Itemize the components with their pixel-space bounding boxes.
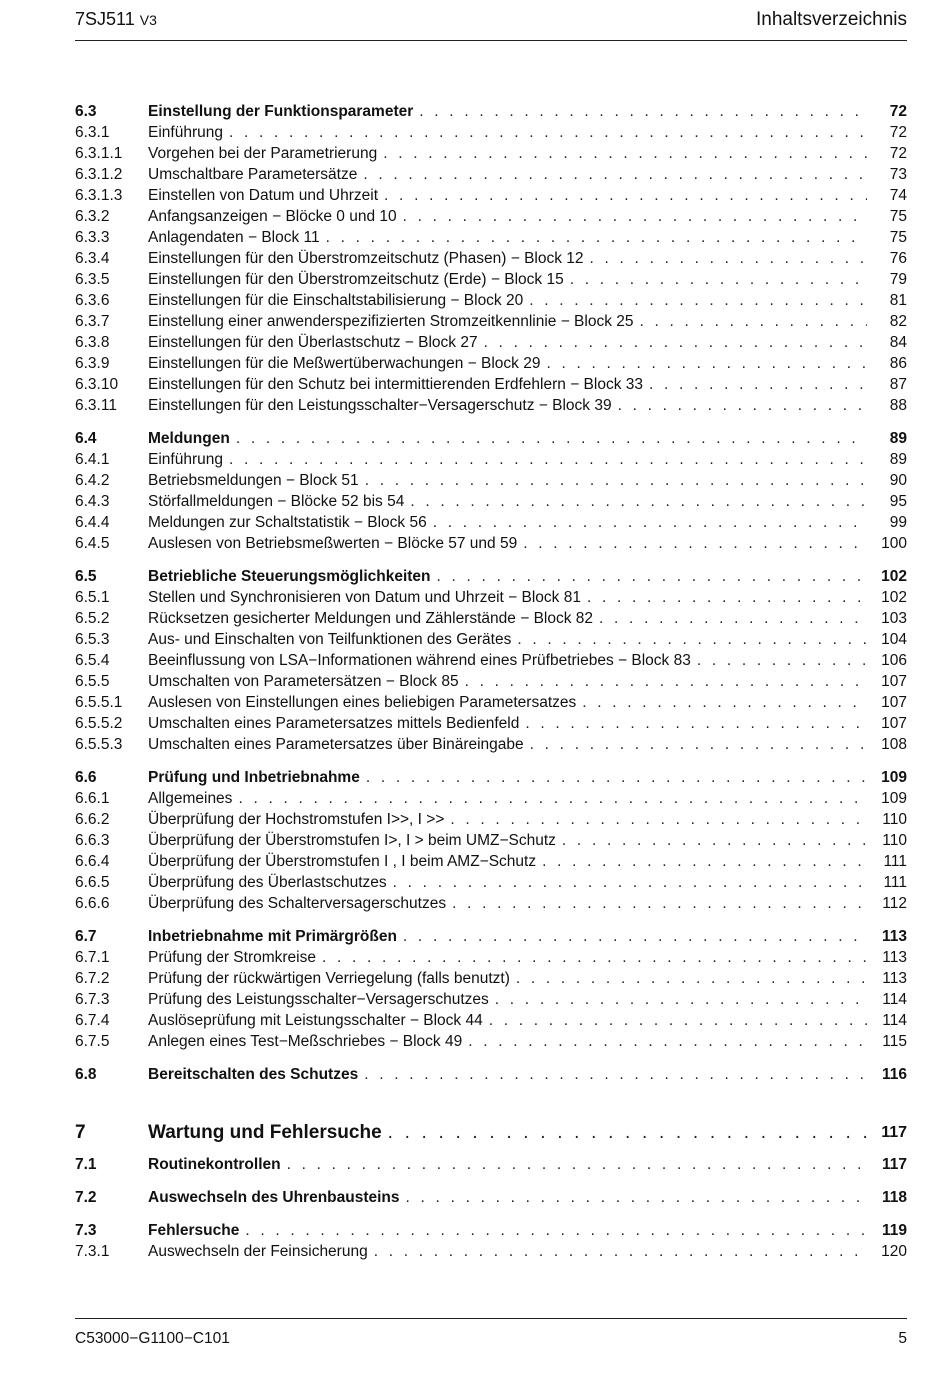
dot-leader	[697, 650, 867, 671]
dot-leader	[366, 767, 867, 788]
toc-entry-title: Auslesen von Betriebsmeßwerten − Blöcke 57 und 59	[148, 535, 518, 552]
toc-entry	[75, 311, 907, 332]
toc-entry-number: 6.5.5.3	[75, 736, 123, 753]
toc-entry	[75, 206, 907, 227]
toc-entry	[75, 248, 907, 269]
toc-entry	[75, 185, 907, 206]
toc-entry-page: 73	[889, 166, 907, 183]
toc-entry-title: Einführung	[148, 451, 223, 468]
toc-entry	[75, 872, 907, 893]
toc-entry-number: 6.6.3	[75, 832, 110, 849]
toc-entry-title: Prüfung des Leistungsschalter−Versagerschutzes	[148, 991, 489, 1008]
toc-entry-title: Einstellungen für den Überlastschutz − Block 27	[148, 334, 478, 351]
toc-entry-number: 6.3.8	[75, 334, 110, 351]
toc-entry-page: 106	[881, 652, 907, 669]
toc-entry-number: 6.3.10	[75, 376, 119, 393]
toc-entry	[75, 353, 907, 374]
toc-entry-number: 6.3.1.2	[75, 166, 123, 183]
toc-entry-page: 95	[889, 493, 907, 510]
toc-entry-page: 113	[882, 949, 907, 966]
dot-leader	[590, 248, 867, 269]
toc-entry-number: 6.5.1	[75, 589, 110, 606]
dot-leader	[364, 1064, 867, 1085]
toc-entry-number: 7.3.1	[75, 1243, 110, 1260]
toc-entry-page: 81	[889, 292, 907, 309]
toc-entry-title: Meldungen	[148, 430, 230, 447]
toc-entry-page: 114	[882, 1012, 907, 1029]
toc-entry-page: 115	[882, 1033, 907, 1050]
toc-entry-number: 6.4.2	[75, 472, 110, 489]
toc-entry	[75, 1241, 907, 1262]
toc-entry-title: Betriebsmeldungen − Block 51	[148, 472, 359, 489]
section-title: Inhaltsverzeichnis	[755, 9, 907, 30]
toc-entry	[75, 512, 907, 533]
toc-entry-title: Meldungen zur Schaltstatistik − Block 56	[148, 514, 427, 531]
dot-leader	[238, 788, 867, 809]
toc-entry-title: Anfangsanzeigen − Blöcke 0 und 10	[148, 208, 397, 225]
dot-leader	[229, 122, 867, 143]
toc-entry-number: 6.5.5.1	[75, 694, 123, 711]
toc-entry-number: 6.8	[75, 1066, 97, 1083]
dot-leader	[546, 353, 867, 374]
toc-entry-title: Auswechseln der Feinsicherung	[148, 1243, 368, 1260]
dot-leader	[229, 449, 867, 470]
toc-entry-title: Umschalten von Parametersätzen − Block 85	[148, 673, 459, 690]
toc-entry	[75, 428, 907, 449]
toc-entry-number: 6.3.9	[75, 355, 110, 372]
toc-entry-page: 109	[881, 769, 907, 786]
toc-entry-title: Einführung	[148, 124, 223, 141]
dot-leader	[529, 290, 867, 311]
dot-leader	[516, 968, 867, 989]
toc-entry-number: 6.7.5	[75, 1033, 110, 1050]
toc-entry	[75, 734, 907, 755]
dot-leader	[450, 809, 867, 830]
toc-entry	[75, 587, 907, 608]
toc-entry	[75, 101, 907, 122]
toc-entry-number: 7.3	[75, 1222, 97, 1239]
toc-entry-page: 82	[889, 313, 907, 330]
toc-entry-number: 6.6.6	[75, 895, 110, 912]
dot-leader	[406, 1187, 867, 1208]
toc-entry	[75, 989, 907, 1010]
dot-leader	[452, 893, 867, 914]
toc-entry-number: 7.1	[75, 1156, 97, 1173]
toc-entry-title: Überprüfung der Überstromstufen I>, I > beim UMZ−Schutz	[148, 832, 556, 849]
toc-entry	[75, 332, 907, 353]
toc-entry-title: Betriebliche Steuerungsmöglichkeiten	[148, 568, 431, 585]
toc-entry-page: 111	[883, 874, 907, 891]
toc-entry	[75, 968, 907, 989]
toc-entry	[75, 122, 907, 143]
toc-entry	[75, 830, 907, 851]
toc-entry-title: Wartung und Fehlersuche	[148, 1122, 382, 1143]
toc-entry-title: Überprüfung der Hochstromstufen I>>, I >>	[148, 811, 445, 828]
toc-entry-page: 110	[882, 811, 907, 828]
toc-entry-title: Stellen und Synchronisieren von Datum und Uhrzeit − Block 81	[148, 589, 581, 606]
toc-entry-title: Inbetriebnahme mit Primärgrößen	[148, 928, 397, 945]
dot-leader	[388, 1119, 867, 1146]
toc-entry-title: Einstellungen für die Einschaltstabilisierung − Block 20	[148, 292, 524, 309]
toc-entry-title: Überprüfung des Schalterversagerschutzes	[148, 895, 447, 912]
toc-entry-title: Auswechseln des Uhrenbausteins	[148, 1189, 400, 1206]
toc-entry-number: 6.3.11	[75, 397, 117, 414]
toc-entry	[75, 629, 907, 650]
toc-entry	[75, 851, 907, 872]
dot-leader	[437, 566, 867, 587]
dot-leader	[523, 533, 867, 554]
toc-entry-title: Umschaltbare Parametersätze	[148, 166, 358, 183]
toc-entry	[75, 143, 907, 164]
dot-leader	[517, 629, 867, 650]
dot-leader	[618, 395, 867, 416]
dot-leader	[495, 989, 867, 1010]
toc-entry-page: 117	[881, 1124, 907, 1141]
toc-entry-page: 90	[889, 472, 907, 489]
toc-entry-title: Auslesen von Einstellungen eines beliebigen Parametersatzes	[148, 694, 577, 711]
dot-leader	[489, 1010, 867, 1031]
toc-entry	[75, 449, 907, 470]
toc-entry-title: Auslöseprüfung mit Leistungsschalter − Block 44	[148, 1012, 483, 1029]
toc-entry-title: Einstellung einer anwenderspezifizierten Stromzeitkennlinie − Block 25	[148, 313, 634, 330]
toc-entry	[75, 1064, 907, 1085]
toc-entry	[75, 269, 907, 290]
page-header	[75, 6, 907, 41]
toc-entry-title: Rücksetzen gesicherter Meldungen und Zählerstände − Block 82	[148, 610, 594, 627]
dot-leader	[365, 470, 867, 491]
toc-entry-title: Einstellungen für die Meßwertüberwachungen − Block 29	[148, 355, 541, 372]
toc-entry-number: 7	[75, 1122, 86, 1143]
dot-leader	[326, 227, 867, 248]
toc-entry-number: 6.4.3	[75, 493, 110, 510]
toc-entry	[75, 671, 907, 692]
toc-entry	[75, 290, 907, 311]
toc-entry-page: 108	[881, 736, 907, 753]
toc-entry	[75, 692, 907, 713]
toc-entry-page: 113	[882, 970, 907, 987]
toc-entry-number: 6.5.2	[75, 610, 110, 627]
toc-entry	[75, 608, 907, 629]
toc-entry-page: 112	[882, 895, 907, 912]
toc-entry	[75, 713, 907, 734]
toc-entry	[75, 1119, 907, 1146]
toc-entry-number: 6.5.3	[75, 631, 110, 648]
toc-entry-number: 6.3.4	[75, 250, 110, 267]
toc-entry-title: Umschalten eines Parametersatzes über Binäreingabe	[148, 736, 524, 753]
toc-entry-page: 117	[881, 1156, 907, 1173]
toc-entry-page: 87	[889, 376, 907, 393]
dot-leader	[363, 164, 867, 185]
toc-entry	[75, 395, 907, 416]
toc-entry-page: 88	[889, 397, 907, 414]
toc-entry	[75, 926, 907, 947]
toc-entry	[75, 470, 907, 491]
dot-leader	[562, 830, 867, 851]
toc-entry-title: Einstellungen für den Leistungsschalter−Versagerschutz − Block 39	[148, 397, 612, 414]
document-id: 7SJ511 V3	[75, 9, 157, 29]
toc-entry-number: 6.6.1	[75, 790, 110, 807]
toc-entry-title: Prüfung und Inbetriebnahme	[148, 769, 360, 786]
toc-entry-page: 103	[881, 610, 907, 627]
toc-entry-page: 107	[881, 673, 907, 690]
toc-entry-page: 89	[889, 451, 907, 468]
toc-entry	[75, 1154, 907, 1175]
toc-entry-number: 6.3.7	[75, 313, 110, 330]
toc-entry-number: 6.3	[75, 103, 97, 120]
toc-entry-page: 102	[881, 589, 907, 606]
dot-leader	[599, 608, 867, 629]
toc-entry	[75, 164, 907, 185]
toc-entry-page: 116	[881, 1066, 907, 1083]
toc-entry-number: 6.3.3	[75, 229, 110, 246]
toc-entry-page: 102	[881, 568, 907, 585]
toc-entry-page: 75	[889, 229, 907, 246]
toc-entry-number: 6.6	[75, 769, 97, 786]
toc-entry	[75, 893, 907, 914]
toc-entry-number: 6.7.1	[75, 949, 110, 966]
page-footer	[75, 1318, 907, 1353]
toc-entry	[75, 767, 907, 788]
toc-entry-number: 6.7.2	[75, 970, 110, 987]
toc-entry-page: 72	[889, 103, 907, 120]
toc-entry-page: 104	[881, 631, 907, 648]
dot-leader	[410, 491, 867, 512]
toc-entry-number: 6.5.5.2	[75, 715, 123, 732]
toc-entry	[75, 788, 907, 809]
toc-entry	[75, 566, 907, 587]
toc-entry-page: 114	[882, 991, 907, 1008]
document-version: V3	[139, 12, 157, 28]
toc-entry-title: Vorgehen bei der Parametrierung	[148, 145, 378, 162]
dot-leader	[465, 671, 867, 692]
toc-entry-page: 79	[889, 271, 907, 288]
toc-entry-page: 107	[881, 694, 907, 711]
toc-entry	[75, 650, 907, 671]
toc-entry-page: 119	[881, 1222, 907, 1239]
toc-entry-number: 6.4	[75, 430, 97, 447]
toc-entry-number: 6.5	[75, 568, 97, 585]
order-number: C53000−G1100−C101	[75, 1330, 230, 1347]
toc-entry-number: 6.7	[75, 928, 97, 945]
toc-entry-title: Einstellen von Datum und Uhrzeit	[148, 187, 379, 204]
toc-entry-number: 6.7.3	[75, 991, 110, 1008]
dot-leader	[383, 143, 867, 164]
dot-leader	[433, 512, 867, 533]
toc-entry-page: 72	[889, 145, 907, 162]
dot-leader	[484, 332, 867, 353]
toc-entry	[75, 227, 907, 248]
toc-entry-title: Aus- und Einschalten von Teilfunktionen des Gerätes	[148, 631, 512, 648]
table-of-contents	[75, 101, 907, 1262]
toc-entry-number: 6.6.4	[75, 853, 110, 870]
toc-entry-number: 6.3.2	[75, 208, 110, 225]
toc-entry-page: 75	[889, 208, 907, 225]
dot-leader	[582, 692, 867, 713]
toc-entry-page: 120	[881, 1243, 907, 1260]
toc-entry-title: Überprüfung der Überstromstufen I , I beim AMZ−Schutz	[148, 853, 537, 870]
toc-entry-page: 110	[882, 832, 907, 849]
dot-leader	[245, 1220, 867, 1241]
toc-entry-title: Anlagendaten − Block 11	[148, 229, 320, 246]
toc-entry-title: Einstellungen für den Überstromzeitschutz (Phasen) − Block 12	[148, 250, 584, 267]
toc-entry-title: Umschalten eines Parametersatzes mittels Bedienfeld	[148, 715, 520, 732]
toc-entry-title: Einstellung der Funktionsparameter	[148, 103, 414, 120]
toc-entry-page: 76	[889, 250, 907, 267]
dot-leader	[374, 1241, 867, 1262]
toc-entry	[75, 491, 907, 512]
toc-entry-page: 99	[889, 514, 907, 531]
toc-entry-title: Prüfung der Stromkreise	[148, 949, 316, 966]
dot-leader	[403, 206, 867, 227]
dot-leader	[322, 947, 867, 968]
dot-leader	[649, 374, 867, 395]
toc-entry-title: Routinekontrollen	[148, 1156, 281, 1173]
toc-entry-number: 7.2	[75, 1189, 97, 1206]
toc-entry	[75, 533, 907, 554]
toc-entry-page: 72	[889, 124, 907, 141]
dot-leader	[403, 926, 867, 947]
toc-entry-title: Prüfung der rückwärtigen Verriegelung (falls benutzt)	[148, 970, 510, 987]
dot-leader	[530, 734, 867, 755]
toc-entry-number: 6.3.5	[75, 271, 110, 288]
toc-entry-title: Anlegen eines Test−Meßschriebes − Block 49	[148, 1033, 463, 1050]
toc-entry	[75, 809, 907, 830]
toc-entry-page: 109	[881, 790, 907, 807]
toc-entry-number: 6.7.4	[75, 1012, 110, 1029]
dot-leader	[587, 587, 867, 608]
toc-entry-page: 89	[889, 430, 907, 447]
toc-entry-page: 107	[881, 715, 907, 732]
toc-entry-title: Störfallmeldungen − Blöcke 52 bis 54	[148, 493, 405, 510]
toc-entry-title: Bereitschalten des Schutzes	[148, 1066, 359, 1083]
toc-entry-number: 6.6.2	[75, 811, 110, 828]
toc-entry-number: 6.3.1.1	[75, 145, 123, 162]
dot-leader	[640, 311, 867, 332]
toc-entry-page: 84	[889, 334, 907, 351]
toc-entry	[75, 1187, 907, 1208]
toc-entry-title: Überprüfung des Überlastschutzes	[148, 874, 387, 891]
dot-leader	[287, 1154, 867, 1175]
toc-entry	[75, 374, 907, 395]
toc-entry-page: 86	[889, 355, 907, 372]
toc-entry-page: 74	[889, 187, 907, 204]
toc-entry	[75, 1220, 907, 1241]
toc-entry	[75, 947, 907, 968]
toc-entry-number: 6.6.5	[75, 874, 110, 891]
toc-entry-page: 113	[881, 928, 907, 945]
dot-leader	[384, 185, 867, 206]
toc-entry-title: Einstellungen für den Schutz bei intermittierenden Erdfehlern − Block 33	[148, 376, 644, 393]
dot-leader	[570, 269, 867, 290]
toc-entry	[75, 1010, 907, 1031]
dot-leader	[236, 428, 867, 449]
dot-leader	[542, 851, 867, 872]
toc-entry-number: 6.4.4	[75, 514, 110, 531]
toc-entry-number: 6.3.1	[75, 124, 110, 141]
toc-entry-page: 100	[881, 535, 907, 552]
dot-leader	[468, 1031, 867, 1052]
toc-entry-title: Fehlersuche	[148, 1222, 240, 1239]
toc-entry-title: Einstellungen für den Überstromzeitschutz (Erde) − Block 15	[148, 271, 564, 288]
toc-entry	[75, 1031, 907, 1052]
dot-leader	[419, 101, 867, 122]
toc-entry-number: 6.4.5	[75, 535, 110, 552]
toc-entry-title: Allgemeines	[148, 790, 233, 807]
page-number: 5	[898, 1330, 907, 1347]
toc-entry-number: 6.5.5	[75, 673, 110, 690]
toc-entry-title: Beeinflussung von LSA−Informationen während eines Prüfbetriebes − Block 83	[148, 652, 691, 669]
toc-entry-number: 6.3.1.3	[75, 187, 123, 204]
dot-leader	[393, 872, 867, 893]
toc-entry-number: 6.4.1	[75, 451, 110, 468]
toc-entry-page: 118	[881, 1189, 907, 1206]
dot-leader	[525, 713, 867, 734]
toc-entry-number: 6.3.6	[75, 292, 110, 309]
toc-entry-number: 6.5.4	[75, 652, 110, 669]
toc-entry-page: 111	[883, 853, 907, 870]
